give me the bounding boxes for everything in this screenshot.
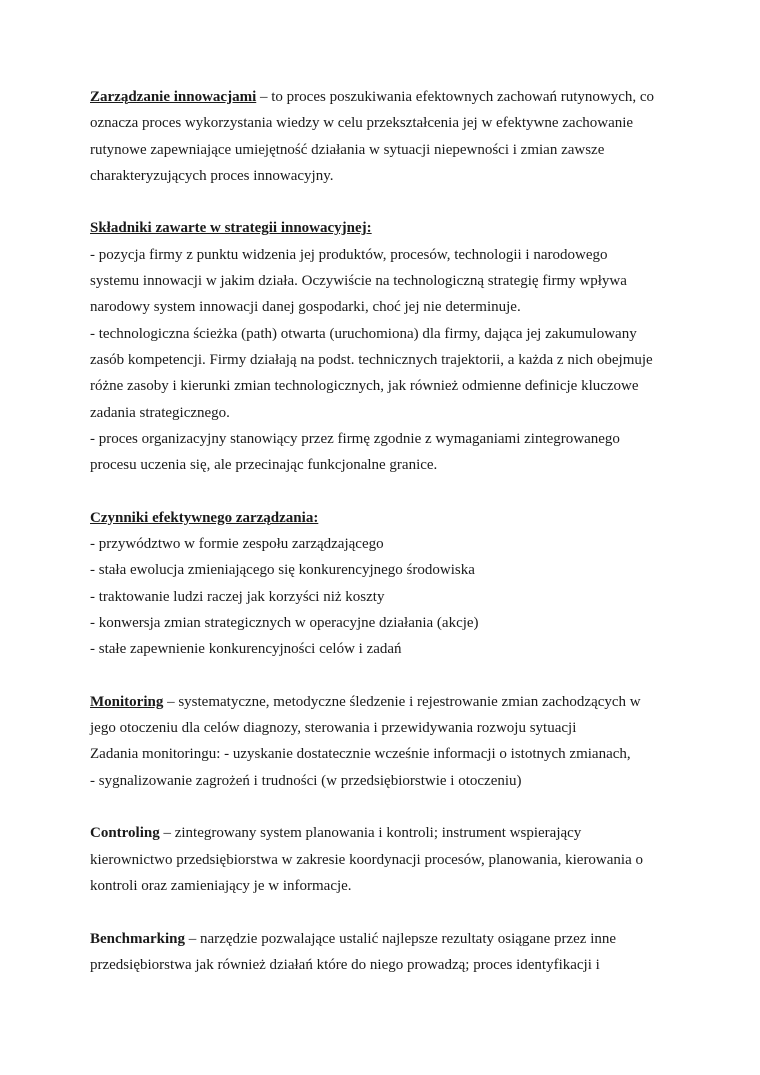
paragraph-line: Zadania monitoringu: - uzyskanie dostatecznie wcześnie informacji o istotnych zmianach, bbox=[90, 746, 631, 763]
paragraph-spacer bbox=[90, 478, 680, 504]
paragraph-text: – systematyczne, metodyczne śledzenie i rejestrowanie zmian zachodzących w bbox=[163, 693, 641, 710]
section-skladniki-strategii bbox=[90, 215, 680, 478]
section-controling bbox=[90, 820, 680, 899]
paragraph-line bbox=[90, 820, 680, 846]
paragraph-spacer bbox=[90, 663, 680, 689]
paragraph-text: – narzędzie pozwalające ustalić najlepsze rezultaty osiągane przez inne bbox=[185, 930, 617, 947]
paragraph-line: - proces organizacyjny stanowiący przez firmę zgodnie z wymaganiami zintegrowanego bbox=[90, 430, 620, 447]
list-item: - przywództwo w formie zespołu zarządzającego bbox=[90, 536, 384, 553]
paragraph-line: procesu uczenia się, ale przecinając funkcjonalne granice. bbox=[90, 457, 438, 474]
section-zarzadzanie-innowacjami bbox=[90, 84, 680, 189]
paragraph-line: zadania strategicznego. bbox=[90, 404, 230, 421]
paragraph-spacer bbox=[90, 794, 680, 820]
paragraph-line: rutynowe zapewniające umiejętność działania w sytuacji niepewności i zmian zawsze bbox=[90, 141, 605, 158]
paragraph-line: - pozycja firmy z punktu widzenia jej produktów, procesów, technologii i narodowego bbox=[90, 246, 608, 263]
list-item: - stała ewolucja zmieniającego się konkurencyjnego środowiska bbox=[90, 562, 475, 579]
paragraph-line: systemu innowacji w jakim działa. Oczywiście na technologiczną strategię firmy wpływa bbox=[90, 273, 627, 290]
paragraph-line: oznacza proces wykorzystania wiedzy w celu przekształcenia jej w efektywne zachowanie bbox=[90, 115, 634, 132]
paragraph-line: narodowy system innowacji danej gospodarki, choć jej nie determinuje. bbox=[90, 299, 521, 316]
paragraph-line: przedsiębiorstwa jak również działań które do niego prowadzą; proces identyfikacji i bbox=[90, 956, 600, 973]
section-czynniki-zarzadzania bbox=[90, 505, 680, 663]
list-item: - konwersja zmian strategicznych w operacyjne działania (akcje) bbox=[90, 614, 479, 631]
paragraph-line: kierownictwo przedsiębiorstwa w zakresie koordynacji procesów, planowania, kierowania o bbox=[90, 851, 644, 868]
paragraph-line: kontroli oraz zamieniający je w informacje. bbox=[90, 877, 352, 894]
paragraph-line: różne zasoby i kierunki zmian technologicznych, jak również odmienne definicje kluczowe bbox=[90, 378, 639, 395]
paragraph-line: jego otoczeniu dla celów diagnozy, sterowania i przewidywania rozwoju sytuacji bbox=[90, 720, 577, 737]
section-heading-line bbox=[90, 215, 680, 241]
term-heading: Monitoring bbox=[90, 693, 164, 710]
term-heading: Controling bbox=[90, 825, 160, 842]
section-benchmarking bbox=[90, 926, 680, 979]
paragraph-line: - technologiczna ścieżka (path) otwarta (uruchomiona) dla firmy, dająca jej zakumulowany bbox=[90, 325, 637, 342]
paragraph-line bbox=[90, 84, 680, 110]
paragraph-line: charakteryzujących proces innowacyjny. bbox=[90, 167, 334, 184]
paragraph-text: – to proces poszukiwania efektownych zachowań rutynowych, co bbox=[256, 89, 655, 105]
section-heading-line bbox=[90, 505, 680, 531]
term-heading: Benchmarking bbox=[90, 930, 186, 947]
paragraph-line bbox=[90, 689, 680, 715]
paragraph-spacer bbox=[90, 899, 680, 925]
list-item: - stałe zapewnienie konkurencyjności celów i zadań bbox=[90, 641, 402, 658]
paragraph-line: zasób kompetencji. Firmy działają na podst. technicznych trajektorii, a każda z nich obejmuje bbox=[90, 351, 653, 368]
document-page bbox=[90, 84, 680, 978]
term-heading: Składniki zawarte w strategii innowacyjnej: bbox=[90, 220, 372, 237]
term-heading: Czynniki efektywnego zarządzania: bbox=[90, 509, 319, 526]
paragraph-text: – zintegrowany system planowania i kontroli; instrument wspierający bbox=[159, 825, 582, 842]
list-item: - traktowanie ludzi raczej jak korzyści niż koszty bbox=[90, 588, 385, 605]
paragraph-line: - sygnalizowanie zagrożeń i trudności (w przedsiębiorstwie i otoczeniu) bbox=[90, 772, 522, 789]
paragraph-spacer bbox=[90, 189, 680, 215]
term-heading: Zarządzanie innowacjami bbox=[90, 89, 257, 105]
paragraph-line bbox=[90, 926, 680, 952]
section-monitoring bbox=[90, 689, 680, 794]
